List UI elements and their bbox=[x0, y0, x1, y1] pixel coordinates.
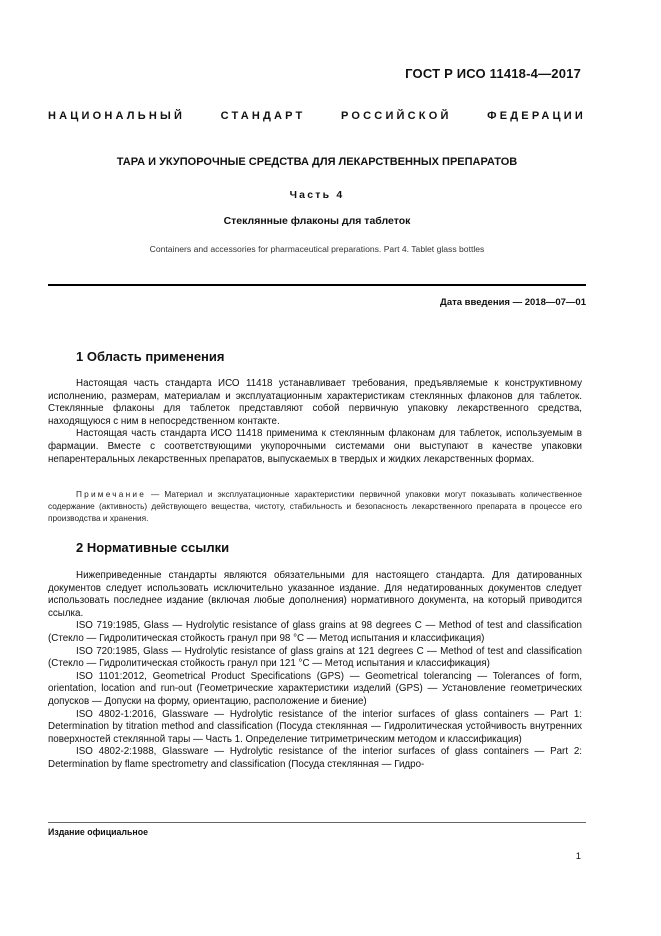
banner-word: НАЦИОНАЛЬНЫЙ bbox=[48, 110, 186, 122]
section-references-body bbox=[48, 570, 582, 772]
section-heading-normative-references: 2 Нормативные ссылки bbox=[76, 540, 230, 555]
note-label: Примечание bbox=[76, 489, 147, 499]
reference-entry: ISO 720:1985, Glass — Hydrolytic resistance of glass grains at 121 degrees C — Method of test and classification (Стекло — Гидролитическая стойкость гранул при 121 °C — Метод испытания и классификация) bbox=[48, 645, 582, 670]
banner-word: ФЕДЕРАЦИИ bbox=[487, 110, 586, 122]
note-block bbox=[48, 488, 582, 525]
paragraph: Настоящая часть стандарта ИСО 11418 применима к стеклянным флаконам для таблеток, используемым в фармации. Вместе с соответствующими укупорочными системами они выступают в качестве упаковки непарентеральных лекарственных препаратов, выпускаемых в твердых и жидких лекарственных формах. bbox=[48, 428, 582, 465]
note-text: — Материал и эксплуатационные характеристики первичной упаковки могут показывать количественное содержание (активность) действующего вещества, чистоту, стабильность и безопасность лекарственного препарата в процессе его производства и хранения. bbox=[48, 489, 582, 524]
reference-entry: ISO 719:1985, Glass — Hydrolytic resistance of glass grains at 98 degrees C — Method of test and classification (Стекло — Гидролитическая стойкость гранул при 98 °C — Метод испытания и классификация) bbox=[48, 620, 582, 644]
document-title: ТАРА И УКУПОРОЧНЫЕ СРЕДСТВА ДЛЯ ЛЕКАРСТВЕННЫХ ПРЕПАРАТОВ bbox=[116, 156, 518, 168]
english-title: Containers and accessories for pharmaceutical preparations. Part 4. Tablet glass bottles bbox=[149, 244, 485, 254]
note-paragraph bbox=[48, 488, 582, 525]
national-standard-banner bbox=[48, 110, 586, 122]
document-subtitle: Стеклянные флаконы для таблеток bbox=[223, 215, 411, 227]
reference-entry: ISO 4802-2:1988, Glassware — Hydrolytic resistance of the interior surfaces of glass containers — Part 2: Determination by flame spectrometry and classification (Посуда стеклянная — Гидро- bbox=[48, 746, 582, 770]
section-scope-body bbox=[48, 378, 582, 466]
paragraph: Настоящая часть стандарта ИСО 11418 устанавливает требования, предъявляемые к конструктивному исполнению, размерам, материалам и эксплуатационным характеристикам стеклянных флаконов для таблеток. Стеклянные флаконы для таблеток представляют собой первичную упаковку лекарственного средства, находящуюся с ним в непосредственном контакте. bbox=[48, 378, 582, 427]
section-heading-scope: 1 Область применения bbox=[76, 349, 225, 364]
banner-word: СТАНДАРТ bbox=[220, 110, 306, 122]
reference-entry: ISO 1101:2012, Geometrical Product Specifications (GPS) — Geometrical tolerancing — Tolerances of form, orientation, location and run-out (Геометрические характеристики изделий (GPS) — Установление геометрических допусков — Допуски на форму, ориентацию, расположение и биение) bbox=[48, 670, 582, 707]
title-divider bbox=[48, 284, 586, 286]
effective-date: Дата введения — 2018—07—01 bbox=[440, 297, 586, 308]
part-label: Часть 4 bbox=[289, 189, 345, 201]
paragraph: Нижеприведенные стандарты являются обязательными для настоящего стандарта. Для датированных документов следует использовать исключительно указанное издание. Для недатированных документов следует использовать последнее издание (включая любые дополнения) нормативного документа, на который приводится ссылка. bbox=[48, 570, 582, 619]
page-number: 1 bbox=[575, 851, 581, 862]
reference-entry: ISO 4802-1:2016, Glassware — Hydrolytic resistance of the interior surfaces of glass containers — Part 1: Determination by titration method and classification (Посуда стеклянная — Гидролитическая устойчивость внутренних поверхностей стеклянной тары — Часть 1. Определение титриметрическим методом и классификация) bbox=[48, 708, 582, 745]
banner-word: РОССИЙСКОЙ bbox=[341, 110, 452, 122]
document-code: ГОСТ Р ИСО 11418-4—2017 bbox=[405, 66, 581, 81]
footer-divider bbox=[48, 822, 586, 823]
official-edition-label: Издание официальное bbox=[48, 827, 148, 837]
